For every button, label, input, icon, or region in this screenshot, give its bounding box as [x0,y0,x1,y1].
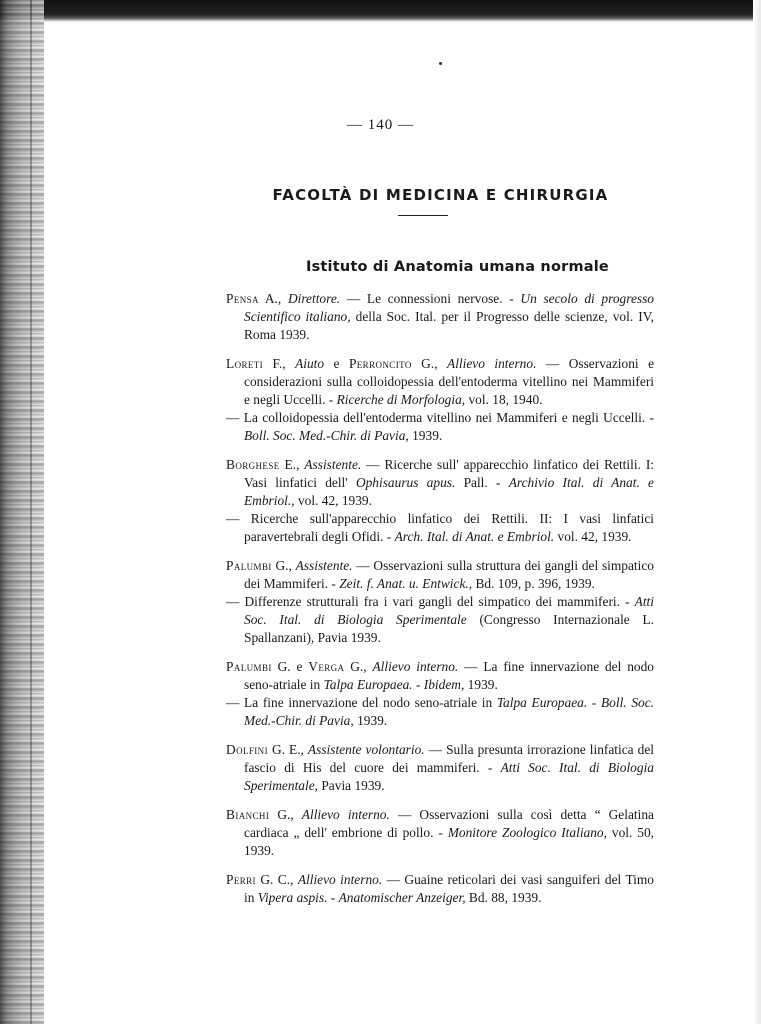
bibliography-entry [226,658,654,730]
citation-text: — Ricerche sull' apparecchio linfatico dei Rettili. I: Vasi linfatici dell' [244,457,654,490]
citation [226,694,654,730]
species-name: Ophisaurus apus. [355,475,456,490]
author-role: Assistente volontario. [307,742,425,757]
citation-text: vol. 42, 1939. [554,529,632,544]
author-name: Dolfini [226,742,268,757]
citation [226,806,654,860]
citation [226,741,654,795]
author-name: Borghese [226,457,280,472]
author-name: Perri [226,872,256,887]
author-role: Allievo interno. [372,659,459,674]
journal-title: Anatomischer Anzeiger, [338,890,466,905]
author-name: Palumbi [226,659,272,674]
journal-title: Atti Soc. Ital. di Biologia Sperimentale, [244,760,654,793]
citation-text: vol. 18, 1940. [465,392,543,407]
citation [226,290,654,344]
journal-title: Ibidem, [423,677,465,692]
citation-text: della Soc. Ital. per il Progresso delle scienze, vol. IV, Roma 1939. [244,309,654,342]
citation-text: E., [279,457,305,472]
journal-title: Boll. Soc. Med.-Chir. di Pavia, [244,428,409,443]
journal-title: Boll. Soc. Med.-Chir. di Pavia, [244,695,654,728]
author-name: Verga [308,659,345,674]
citation [226,658,654,694]
citation-text: 1939. [408,428,443,443]
journal-title: Ricerche di Morfologia, [336,392,466,407]
citation-text: G. C., [255,872,298,887]
citation [226,593,654,647]
citation-text: Bd. 109, p. 396, 1939. [472,576,595,591]
citation-text: — Guaine reticolari dei vasi sanguiferi del Timo in [244,872,654,905]
citation-text: 1939. [464,677,498,692]
citation-text: Pavia 1939. [318,778,385,793]
institute-title: Istituto di Anatomia umana normale [306,259,609,275]
scan-top-border [0,0,761,22]
citation-text: - [327,890,339,905]
author-name: Palumbi [226,558,272,573]
bibliography-entry [226,871,654,907]
citation [226,871,654,907]
citation-text: — Le connessioni nervose. - [340,291,521,306]
bibliography-entry [226,456,654,546]
citation [226,456,654,510]
citation-text: — Osservazioni sulla struttura dei gangli del simpatico dei Mammiferi. - [244,558,655,591]
citation-text: — La fine innervazione del nodo seno-atriale in [244,659,654,692]
citation-text: vol. 42, 1939. [294,493,372,508]
citation-text: Pall. - [455,475,509,490]
faculty-title: FACOLTÀ DI MEDICINA E CHIRURGIA [272,186,609,204]
author-name: Bianchi [226,807,270,822]
species-name: Talpa Europaea. [496,695,588,710]
author-role: Assistente. [295,558,353,573]
citation [226,409,654,445]
journal-title: Zeit. f. Anat. u. Entwick., [339,576,473,591]
citation-text: G. e [271,659,309,674]
citation-text: — Sulla presunta irrorazione linfatica del fascio di His del cuore dei mammiferi. - [244,742,654,775]
journal-title: Monitore Zoologico Italiano, [447,825,607,840]
author-role: Aiuto [295,356,325,371]
journal-title: Un secolo di progresso Scientifico italiano, [244,291,655,324]
author-role: Allievo interno. [447,356,537,371]
author-role: Allievo interno. [301,807,390,822]
author-name: Perroncito [348,356,412,371]
citation-text: Bd. 88, 1939. [465,890,542,905]
citation-text: (Congresso Internazionale L. Spallanzani), Pavia 1939. [244,612,654,645]
citation [226,355,654,409]
scan-speck [439,62,442,65]
author-role: Allievo interno. [297,872,383,887]
author-role: Assistente. [304,457,362,472]
citation-text: — Osservazioni e considerazioni sulla colloidopessia dell'entoderma vitellino nei Mammiferi e negli Uccelli. - [244,356,655,407]
bibliography-entry [226,741,654,795]
citation-text: G., [411,356,448,371]
citation-text: — La fine innervazione del nodo seno-atriale in [226,695,497,710]
author-name: Pensa [226,291,259,306]
citation-text: G., [269,807,302,822]
page-number: — 140 — [347,117,414,133]
author-role: Direttore. [287,291,341,306]
citation-text: — Osservazioni sulla così detta “ Gelatina cardiaca „ dell' embrione di pollo. - [244,807,654,840]
bibliography-list [226,290,654,918]
citation-text: A., [258,291,288,306]
citation-text: 1939. [353,713,388,728]
author-name: Loreti [226,356,264,371]
title-divider [398,215,448,216]
citation-text: — Ricerche sull'apparecchio linfatico dei Rettili. II: I vasi linfatici paravertebrali degli Ofidi. - [226,511,654,544]
scan-left-binding-edge [0,0,44,1024]
citation-text: vol. 50, 1939. [244,825,655,858]
journal-title: Arch. Ital. di Anat. e Embriol. [394,529,555,544]
bibliography-entry [226,355,654,445]
citation [226,510,654,546]
citation [226,557,654,593]
journal-title: Archivio Ital. di Anat. e Embriol., [244,475,654,508]
citation-text: G., [344,659,373,674]
bibliography-entry [226,557,654,647]
citation-text: — Differenze strutturali fra i vari gangli del simpatico dei mammiferi. - [226,594,635,609]
bibliography-entry [226,806,654,860]
scan-right-edge [753,0,761,1024]
citation-text: - [587,695,601,710]
species-name: Vipera aspis. [257,890,328,905]
citation-text: G. E., [267,742,308,757]
citation-text: - [412,677,424,692]
citation-text: G., [271,558,296,573]
citation-text: F., [263,356,296,371]
journal-title: Atti Soc. Ital. di Biologia Sperimentale [244,594,654,627]
species-name: Talpa Europaea. [323,677,413,692]
citation-text: e [324,356,349,371]
citation-text: — La colloidopessia dell'entoderma vitellino nei Mammiferi e negli Uccelli. - [226,410,654,425]
bibliography-entry [226,290,654,344]
